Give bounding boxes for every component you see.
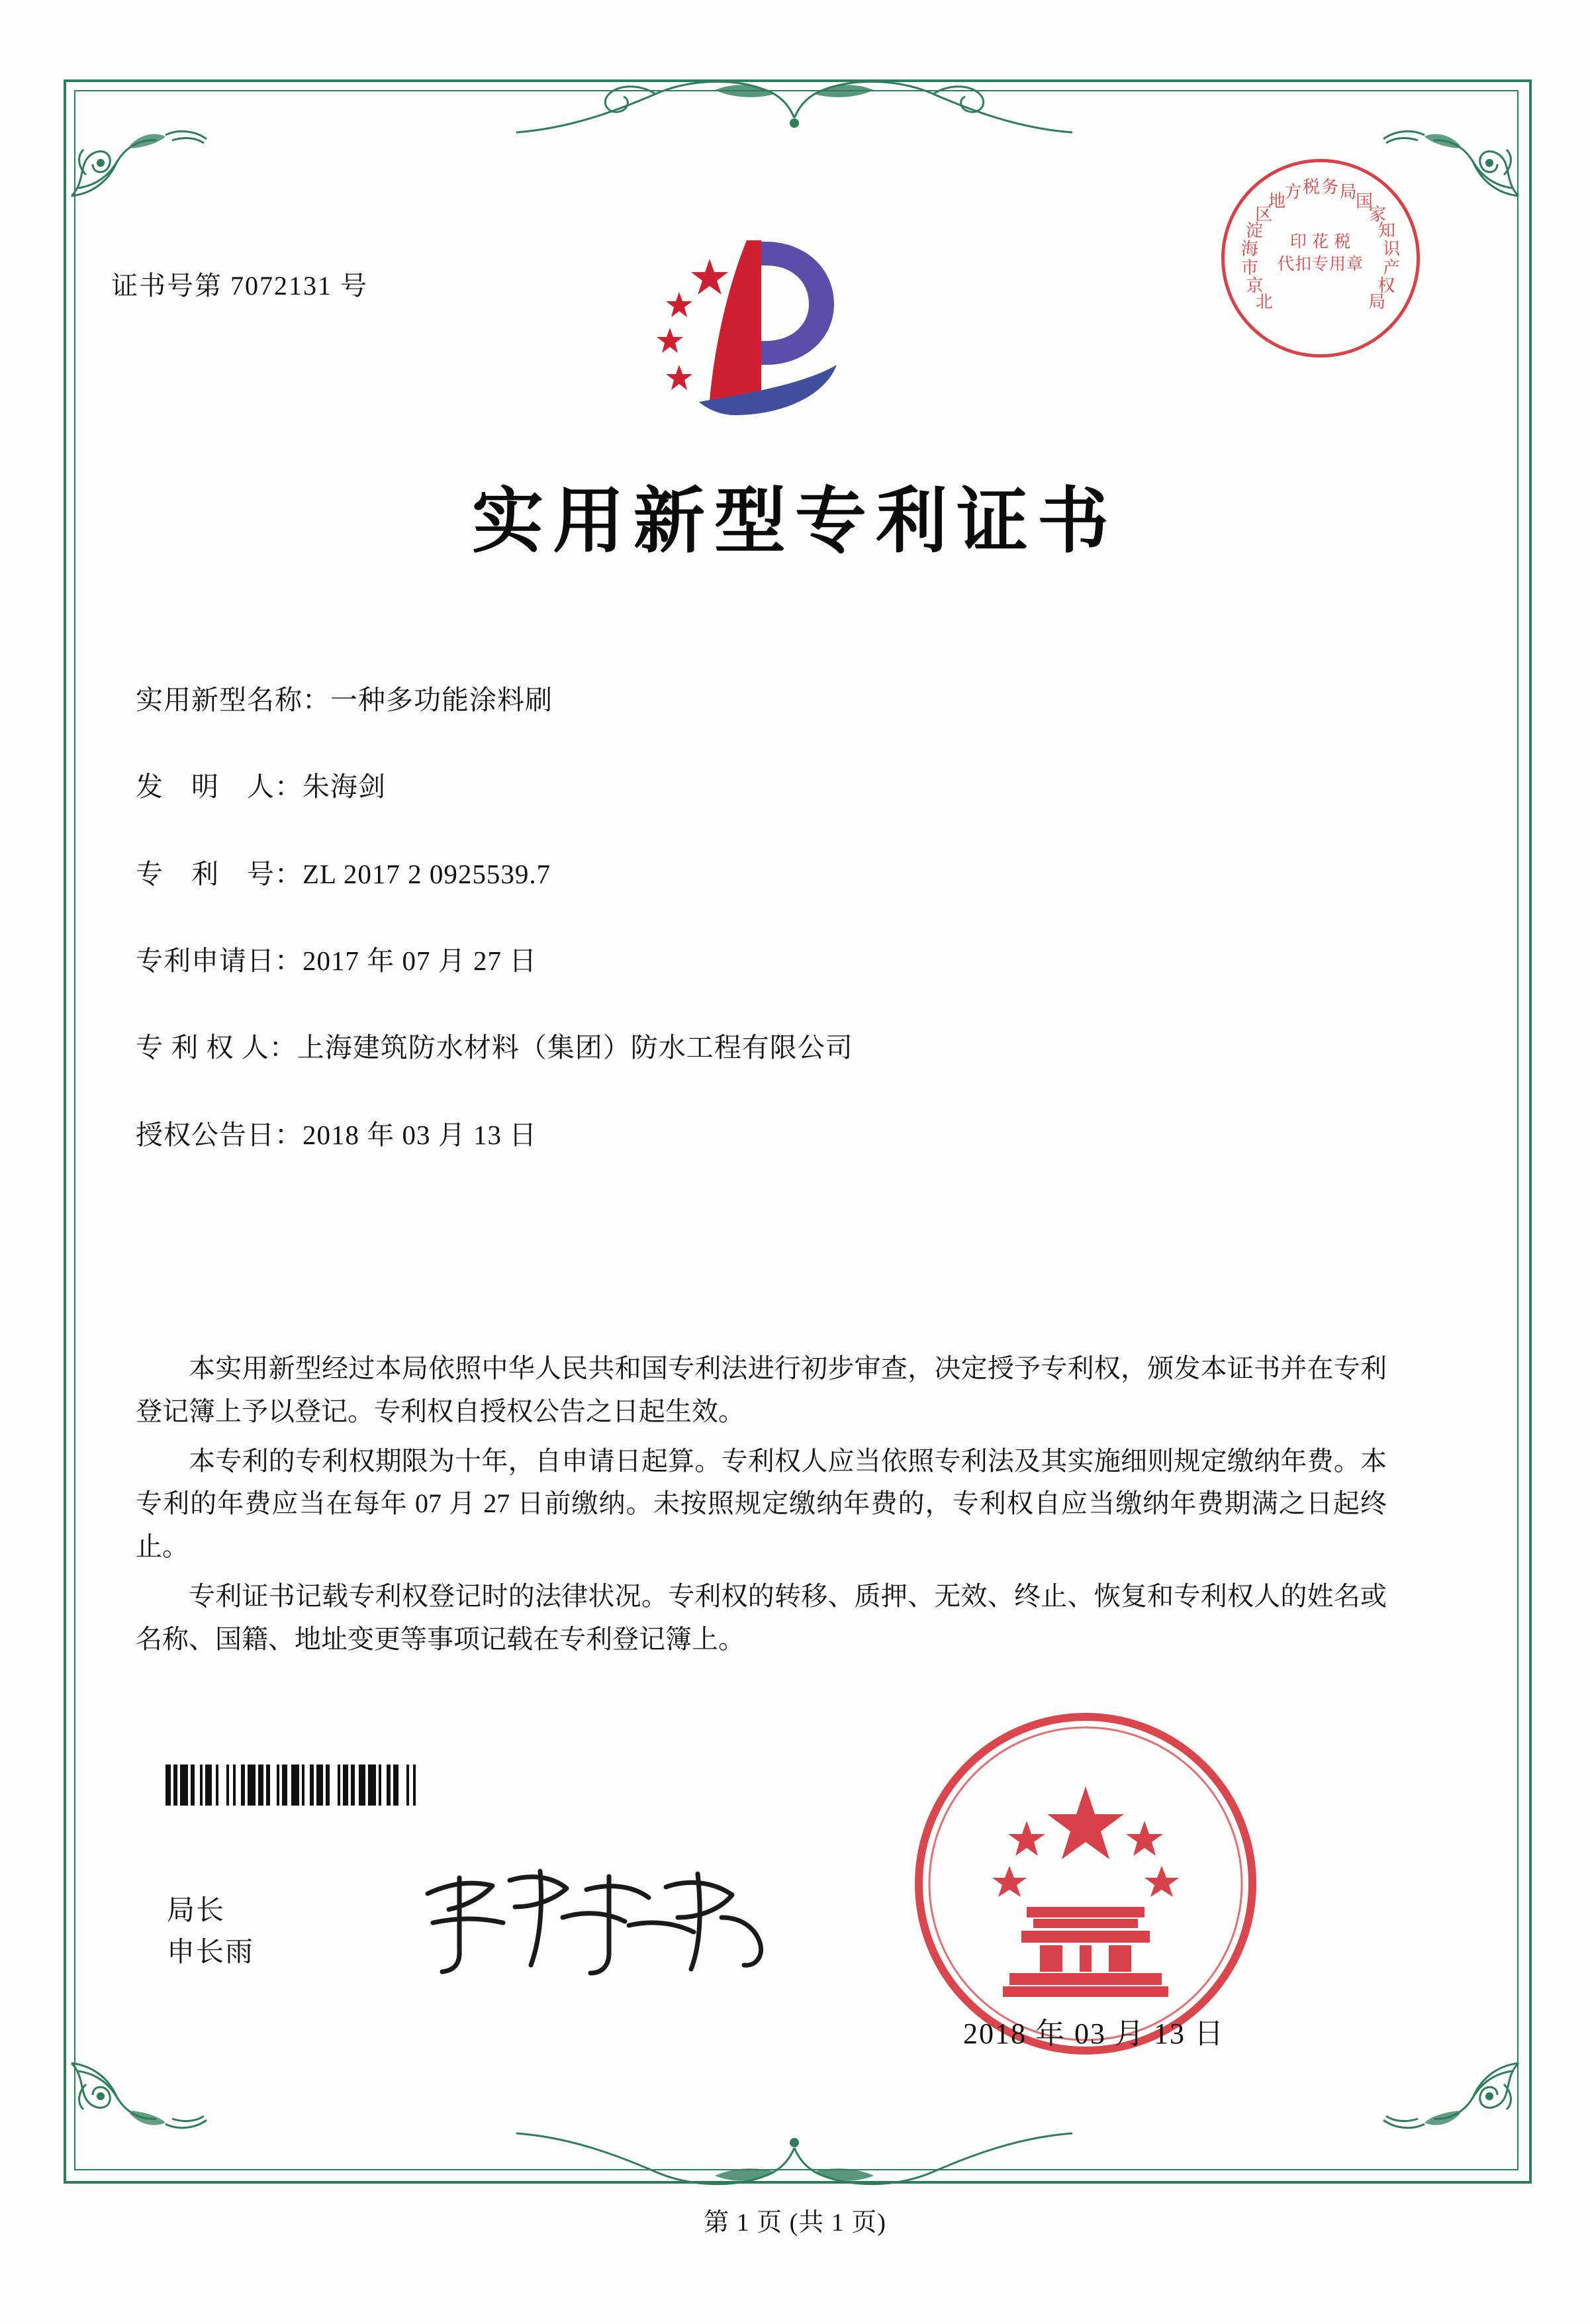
corner-ornament-icon [66, 82, 218, 201]
barcode-bar [195, 1765, 200, 1806]
tax-stamp-ring-char: 识 [1383, 239, 1401, 259]
tax-stamp-ring-char: 局 [1368, 292, 1386, 312]
tax-stamp-ring-char: 权 [1378, 276, 1395, 296]
tax-stamp-ring-char: 知 [1378, 221, 1395, 241]
tax-stamp-ring-char: 务 [1321, 177, 1339, 197]
field-value: ZL 2017 2 0925539.7 [303, 858, 551, 889]
tax-stamp-ring-char: 地 [1268, 191, 1286, 211]
field-row [136, 769, 1393, 805]
tax-stamp-ring-char: 区 [1255, 205, 1273, 224]
barcode-bar [236, 1765, 241, 1806]
field-label: 授权公告日： [136, 1119, 303, 1150]
barcode-bar [330, 1765, 338, 1806]
barcode-bar [205, 1765, 212, 1806]
tax-stamp-line1: 印 花 税 [1289, 233, 1352, 251]
barcode-bar [343, 1765, 348, 1806]
tax-stamp-ring-char: 京 [1246, 276, 1264, 296]
barcode-bar [368, 1765, 376, 1806]
barcode-bar [270, 1765, 277, 1806]
tax-stamp-ring-char: 淀 [1246, 221, 1264, 241]
barcode-bar [316, 1765, 323, 1806]
field-label: 专 利 权 人： [136, 1032, 297, 1063]
field-row [136, 943, 1393, 979]
barcode-bar [165, 1765, 171, 1806]
barcode-bar [398, 1765, 406, 1806]
corner-ornament-icon [66, 2058, 218, 2177]
tax-stamp-ring-char: 市 [1241, 258, 1259, 277]
corner-ornament-icon [1372, 82, 1524, 201]
barcode-bar [248, 1765, 256, 1806]
tax-stamp-ring-char: 产 [1382, 258, 1400, 277]
field-label: 专 利 号： [136, 858, 303, 889]
field-row [136, 856, 1393, 893]
barcode-bar [282, 1765, 287, 1806]
tax-stamp-ring-char: 税 [1302, 177, 1320, 197]
field-row [136, 682, 1393, 718]
tax-stamp [1221, 159, 1420, 358]
signature-label-block [167, 1890, 254, 1974]
field-row [136, 1030, 1393, 1066]
tax-stamp-ring-char: 家 [1368, 205, 1386, 224]
director-name: 申长雨 [167, 1937, 255, 1968]
barcode-bar [258, 1765, 263, 1806]
handwritten-signature [410, 1854, 781, 1986]
field-value: 2017 年 07 月 27 日 [303, 945, 538, 977]
paragraph: 本专利的专利权期限为十年，自申请日起算。专利权人应当依照专利法及其实施细则规定缴纳年费。本专利的年费应当在每年 07 月 27 日前缴纳。未按照规定缴纳年费的，专利权自应当缴纳年费期满之日起终止。 [136, 1445, 1387, 1562]
barcode-bar [381, 1765, 387, 1806]
page-footer: 第 1 页 (共 1 页) [704, 2209, 886, 2237]
barcode-bar [218, 1765, 226, 1806]
bottom-flourish-ornament-icon [516, 2121, 1072, 2194]
tax-stamp-ring-char: 国 [1355, 191, 1373, 211]
tax-stamp-ring-char: 方 [1284, 182, 1302, 202]
field-value: 一种多功能涂料刷 [330, 685, 553, 715]
field-value: 2018 年 03 月 13 日 [303, 1119, 538, 1150]
certificate-number: 证书号第 7072131 号 [111, 271, 368, 301]
tax-stamp-line2: 代扣专用章 [1277, 255, 1364, 273]
barcode-bar [180, 1765, 188, 1806]
corner-ornament-icon [1372, 2058, 1524, 2177]
barcode-bar [416, 1765, 422, 1806]
field-value: 上海建筑防水材料（集团）防水工程有限公司 [297, 1032, 853, 1063]
office-label: 局长 [167, 1896, 226, 1926]
barcode-bar [304, 1765, 310, 1806]
tax-stamp-ring-char: 局 [1339, 182, 1357, 202]
seal-date: 2018 年 03 月 13 日 [963, 2017, 1225, 2050]
paragraph: 专利证书记载专利权登记时的法律状况。专利权的转移、质押、无效、终止、恢复和专利权人的姓名或名称、国籍、地址变更等事项记载在专利登记簿上。 [136, 1580, 1387, 1654]
legal-text-block [136, 1347, 1387, 1668]
barcode-bar [359, 1765, 365, 1806]
barcode-bar [291, 1765, 299, 1806]
page-title: 实用新型专利证书 [471, 483, 1118, 561]
field-list [136, 682, 1393, 1204]
field-label: 发 明 人： [136, 771, 303, 802]
field-value: 朱海剑 [303, 771, 386, 802]
cnipa-logo-icon [635, 235, 854, 427]
national-seal [910, 1708, 1261, 2059]
barcode [165, 1765, 576, 1806]
field-label: 专利申请日： [136, 945, 303, 977]
top-flourish-ornament-icon [516, 72, 1072, 144]
paragraph: 本实用新型经过本局依照中华人民共和国专利法进行初步审查，决定授予专利权，颁发本证书并在专利登记簿上予以登记。专利权自授权公告之日起生效。 [136, 1353, 1387, 1426]
field-row [136, 1117, 1393, 1153]
tax-stamp-ring-char: 海 [1240, 239, 1258, 259]
field-label: 实用新型名称： [136, 685, 330, 715]
tax-stamp-ring-char: 北 [1255, 292, 1273, 312]
barcode-bar [393, 1765, 398, 1806]
